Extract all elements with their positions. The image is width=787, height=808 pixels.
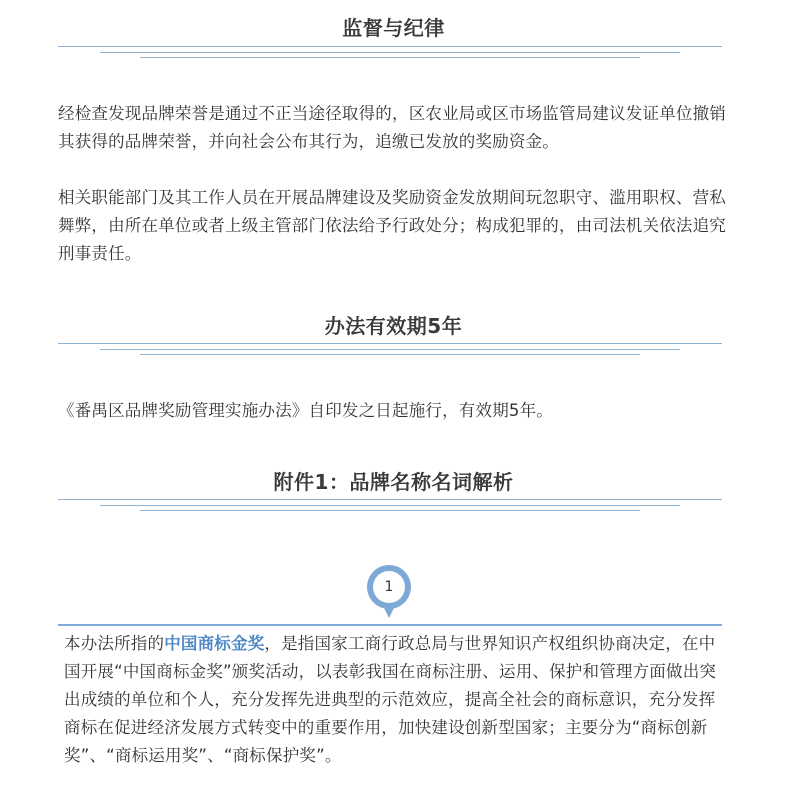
badge-number: 1 xyxy=(373,571,405,603)
annex-text-before: 本办法所指的 xyxy=(64,634,165,653)
section-title: 附件1：品牌名称名词解析 xyxy=(273,470,514,494)
highlight-term: 中国商标金奖 xyxy=(164,634,265,653)
paragraph: 相关职能部门及其工作人员在开展品牌建设及奖励资金发放期间玩忽职守、滥用职权、营私舞弊，由所在单位或者上级主管部门依法给予行政处分；构成犯罪的，由司法机关依法追究刑事责任。 xyxy=(58,188,726,263)
divider xyxy=(100,52,680,53)
section-title: 办法有效期5年 xyxy=(324,314,463,338)
annex-text-after: ，是指国家工商行政总局与世界知识产权组织协商决定，在中国开展“中国商标金奖”颁奖活动，以表彰我国在商标注册、运用、保护和管理方面做出突出成绩的单位和个人，充分发挥先进典型的示范效应，提高全社会的商标意识，充分发挥商标在促进经济发展方式转变中的重要作用，加快建设创新型国家；主要分为“商标创新奖”、“商标运用奖”、“商标保护奖”。 xyxy=(64,634,717,765)
divider xyxy=(58,343,722,344)
divider xyxy=(100,349,680,350)
section-heading-2 xyxy=(0,312,787,340)
number-badge xyxy=(367,565,411,609)
section-heading-3 xyxy=(0,468,787,496)
divider xyxy=(58,46,722,47)
divider xyxy=(140,57,640,58)
paragraph: 经检查发现品牌荣誉是通过不正当途径取得的，区农业局或区市场监管局建议发证单位撤销其获得的品牌荣誉，并向社会公布其行为，追缴已发放的奖励资金。 xyxy=(58,104,726,151)
paragraph: 《番禺区品牌奖励管理实施办法》自印发之日起施行，有效期5年。 xyxy=(58,401,553,420)
section-title: 监督与纪律 xyxy=(342,16,445,40)
divider xyxy=(100,505,680,506)
section-heading-1 xyxy=(0,14,787,42)
annex-paragraph xyxy=(64,630,724,770)
divider xyxy=(140,510,640,511)
divider xyxy=(58,499,722,500)
annex-box-top-border xyxy=(58,624,722,626)
divider xyxy=(140,354,640,355)
